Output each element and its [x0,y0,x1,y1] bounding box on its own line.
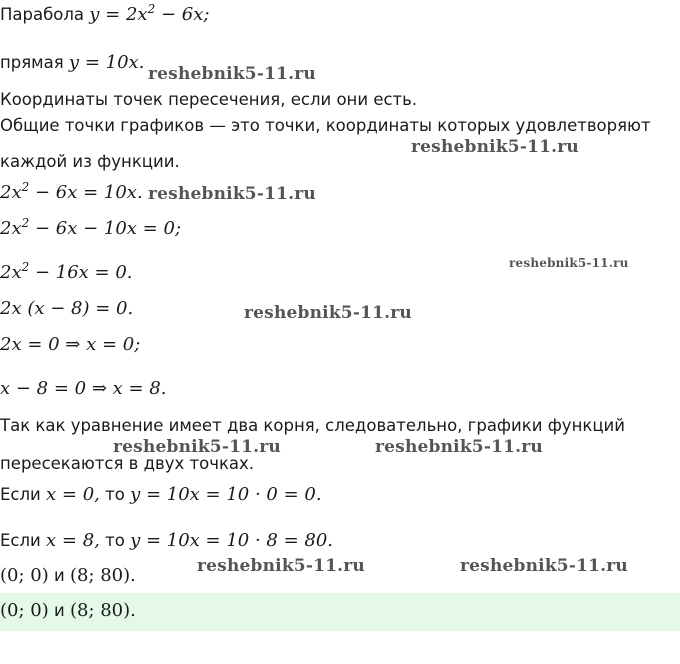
math-part: − 6x − 10x = 0; [29,218,182,239]
math: (0; 0) [0,600,49,621]
math-part: 2x [0,262,22,283]
watermark: reshebnik5-11.ru [113,437,281,457]
line-each-function: каждой из функции. [0,152,180,171]
math [0,182,143,203]
text: то [99,485,131,504]
math [89,4,209,25]
watermark: reshebnik5-11.ru [460,556,628,576]
line-if-x8 [0,530,333,552]
text: Если [0,531,47,550]
watermark: reshebnik5-11.ru [411,137,579,157]
math: (8; 80). [69,600,136,621]
line-two-roots: Так как уравнение имеет два корня, следовательно, графики функций [0,416,626,435]
math-part: 2x [0,218,22,239]
watermark: reshebnik5-11.ru [148,184,316,204]
math: (8; 80). [69,565,136,586]
line-coordinates: Координаты точек пересечения, если они есть. [0,90,418,109]
watermark: reshebnik5-11.ru [197,556,365,576]
watermark: reshebnik5-11.ru [148,64,316,84]
math-part: − 6x; [155,4,210,25]
math-part: − 6x = 10x. [29,182,143,203]
math: y = 10x = 10 · 8 = 80. [130,530,334,551]
equation-1 [0,182,143,204]
math-part: y = 2x [89,4,148,25]
text: Парабола [0,5,90,24]
line-common-points: Общие точки графиков — это точки, координаты которых удовлетворяют [0,116,651,135]
math-part: 2x [0,182,22,203]
math: x = 8, [46,530,100,551]
math [0,262,133,283]
exponent: 2 [21,260,30,274]
math: y = 10x = 10 · 0 = 0. [130,484,322,505]
text: то [99,531,131,550]
watermark: reshebnik5-11.ru [509,256,629,270]
answer-content [0,600,136,622]
exponent: 2 [21,216,30,230]
exponent: 2 [147,2,156,16]
watermark: reshebnik5-11.ru [375,437,543,457]
math: (0; 0) [0,565,49,586]
exponent: 2 [21,180,30,194]
text: прямая [0,53,69,72]
watermark: reshebnik5-11.ru [244,303,412,323]
math-part: − 16x = 0. [29,262,133,283]
math: y = 10x. [68,52,145,73]
line-points [0,565,136,587]
equation-6: x − 8 = 0 ⇒ x = 8. [0,378,167,399]
text: и [48,601,70,620]
equation-4: 2x (x − 8) = 0. [0,298,134,319]
equation-2 [0,218,181,240]
answer-box [0,593,680,631]
equation-5: 2x = 0 ⇒ x = 0; [0,334,141,355]
equation-3 [0,262,133,284]
line-parabola [0,4,209,26]
line-if-x0 [0,484,322,506]
math: x = 0, [46,484,100,505]
line-intersect: пересекаются в двух точках. [0,454,255,473]
line-line [0,52,144,74]
text: Если [0,485,47,504]
text: и [48,566,70,585]
math [0,218,181,239]
